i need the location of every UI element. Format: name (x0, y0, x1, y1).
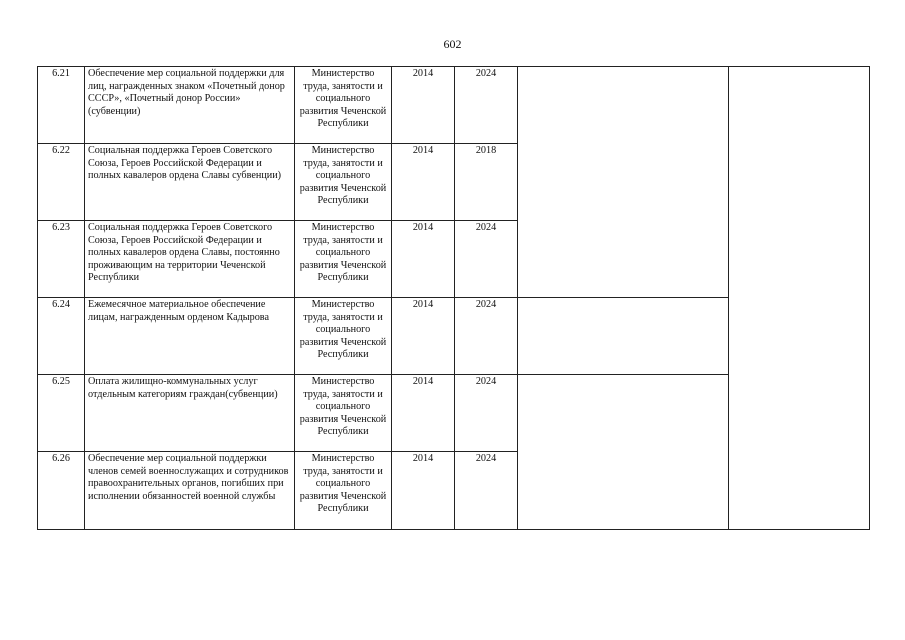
executor: Министерство труда, занятости и социального развития Чеченской Республики (295, 67, 392, 144)
row-number: 6.22 (38, 144, 85, 221)
executor: Министерство труда, занятости и социального развития Чеченской Республики (295, 452, 392, 530)
merged-indicator-cell (729, 67, 870, 530)
row-number: 6.25 (38, 375, 85, 452)
row-number: 6.21 (38, 67, 85, 144)
start-year: 2014 (392, 298, 455, 375)
start-year: 2014 (392, 144, 455, 221)
start-year: 2014 (392, 452, 455, 530)
page-number: 602 (443, 37, 462, 51)
row-number: 6.24 (38, 298, 85, 375)
table-row (38, 67, 870, 144)
result-cell (518, 298, 729, 375)
end-year: 2024 (455, 298, 518, 375)
executor: Министерство труда, занятости и социального развития Чеченской Республики (295, 375, 392, 452)
start-year: 2014 (392, 67, 455, 144)
end-year: 2018 (455, 144, 518, 221)
activity-name: Социальная поддержка Героев Советского Союза, Героев Российской Федерации и полных кавалеров ордена Славы, постоянно проживающим на территории Чеченской Республики (85, 221, 295, 298)
row-number: 6.23 (38, 221, 85, 298)
executor: Министерство труда, занятости и социального развития Чеченской Республики (295, 221, 392, 298)
merged-result-cell (518, 375, 729, 530)
activity-name: Обеспечение мер социальной поддержки членов семей военнослужащих и сотрудников правоохранительных органов, погибших при исполнении обязанностей военной службы (85, 452, 295, 530)
start-year: 2014 (392, 221, 455, 298)
end-year: 2024 (455, 452, 518, 530)
activity-name: Обеспечение мер социальной поддержки для лиц, награжденных знаком «Почетный донор СССР», «Почетный донор России» (субвенции) (85, 67, 295, 144)
executor: Министерство труда, занятости и социального развития Чеченской Республики (295, 298, 392, 375)
activity-name: Оплата жилищно-коммунальных услуг отдельным категориям граждан(субвенции) (85, 375, 295, 452)
merged-result-cell (518, 67, 729, 298)
start-year: 2014 (392, 375, 455, 452)
end-year: 2024 (455, 375, 518, 452)
end-year: 2024 (455, 67, 518, 144)
program-activities-table (37, 66, 870, 530)
row-number: 6.26 (38, 452, 85, 530)
executor: Министерство труда, занятости и социального развития Чеченской Республики (295, 144, 392, 221)
activity-name: Социальная поддержка Героев Советского Союза, Героев Российской Федерации и полных кавалеров ордена Славы субвенции) (85, 144, 295, 221)
end-year: 2024 (455, 221, 518, 298)
activity-name: Ежемесячное материальное обеспечение лицам, награжденным орденом Кадырова (85, 298, 295, 375)
